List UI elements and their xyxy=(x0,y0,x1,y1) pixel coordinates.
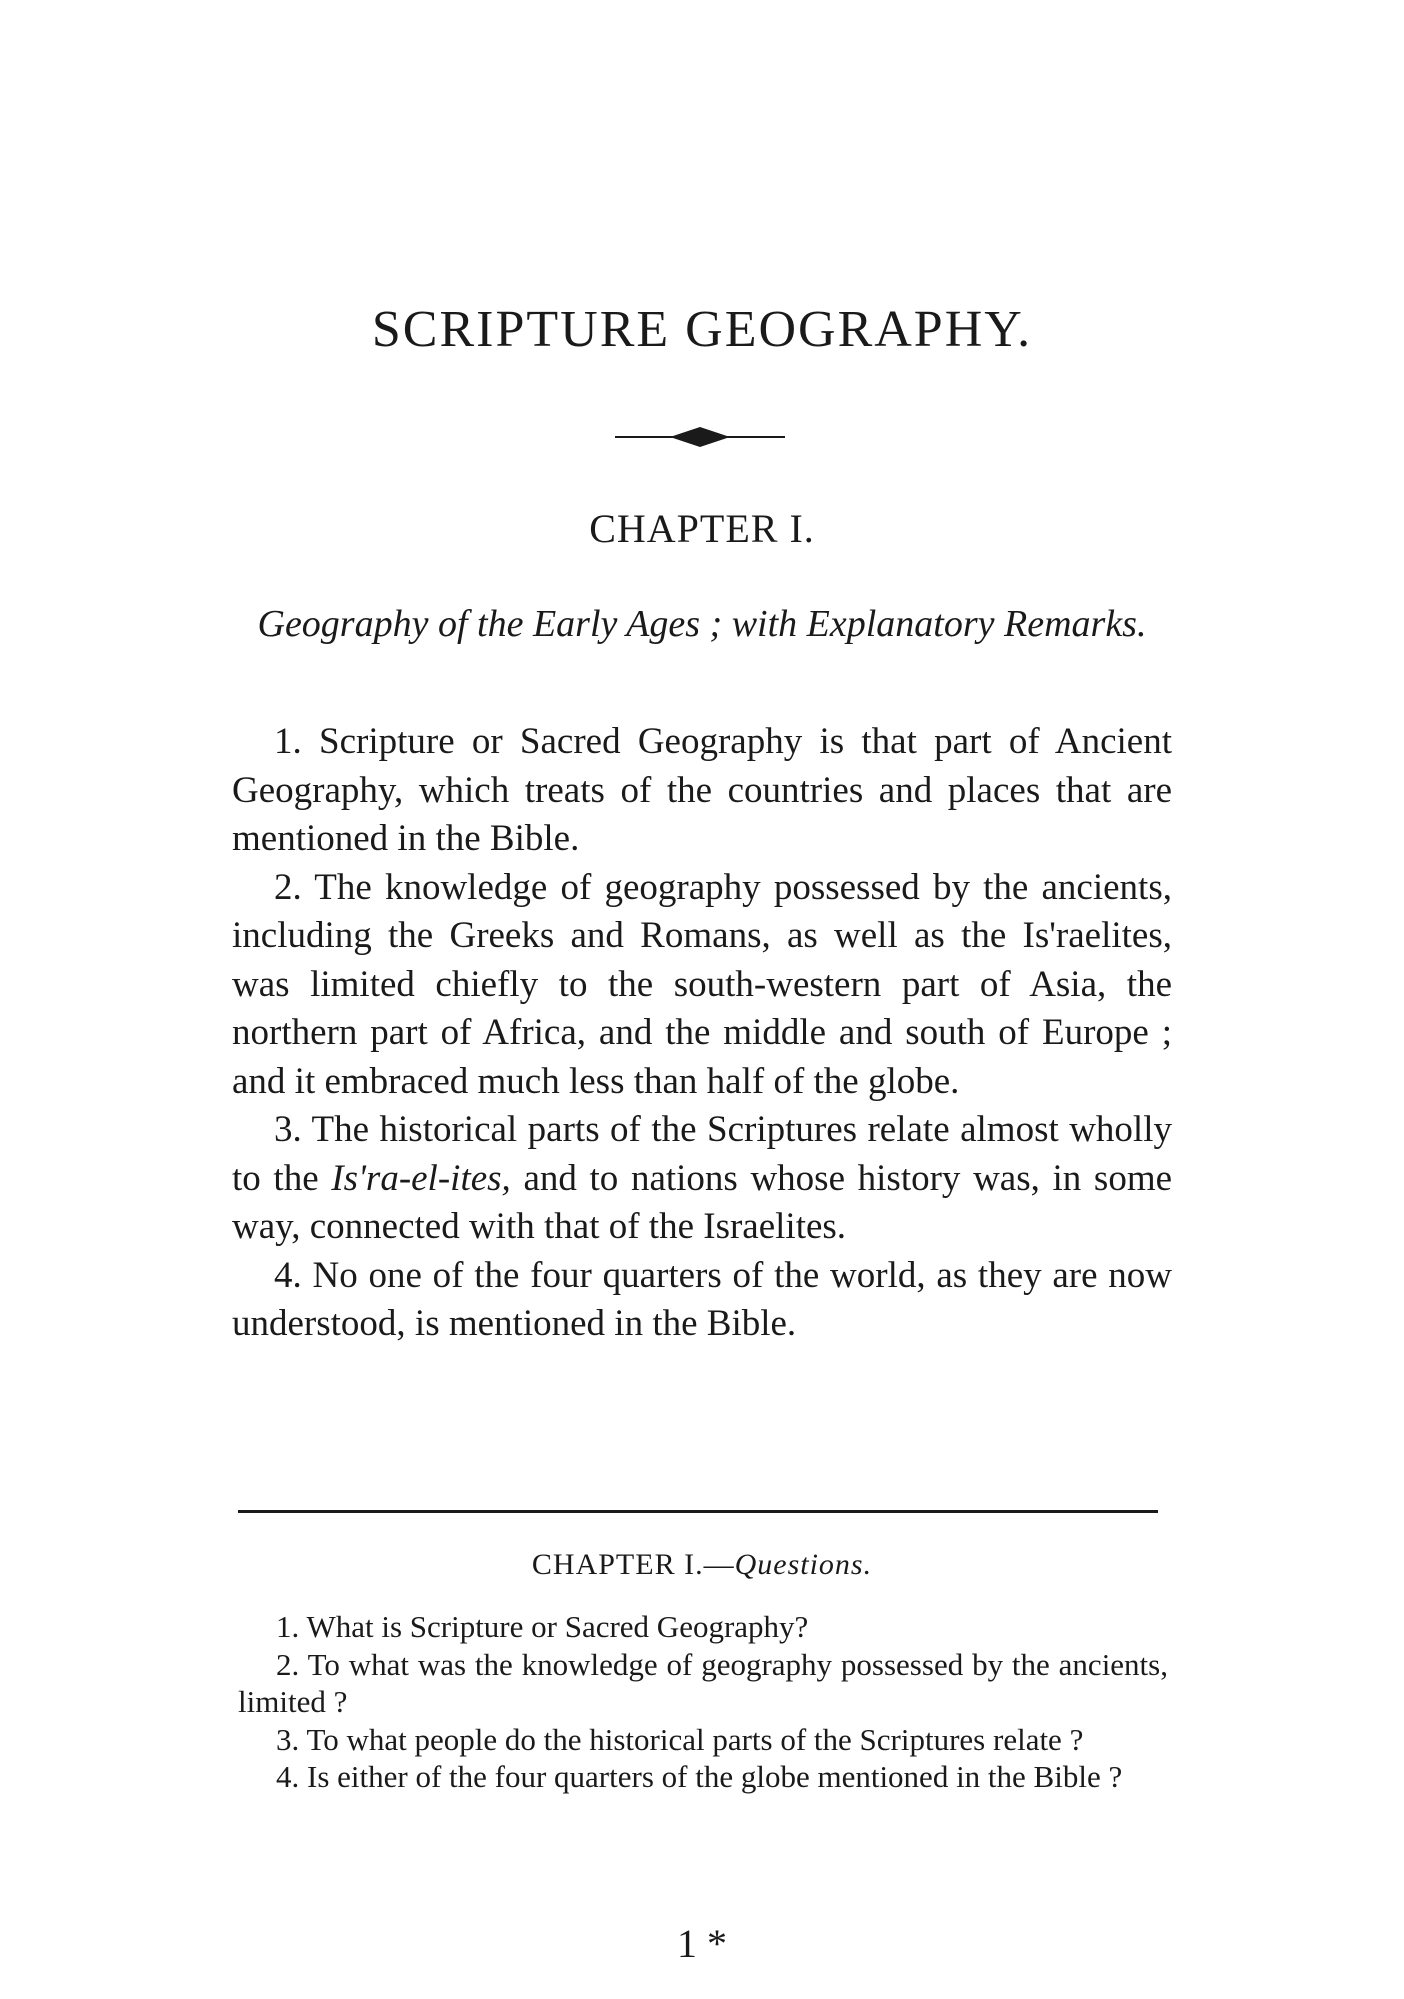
chapter-subtitle: Geography of the Early Ages ; with Explanatory Remarks. xyxy=(257,603,1147,645)
questions-list xyxy=(238,1608,1168,1796)
paragraph-text: and to nations whose history was, in some way, connected with that of the Israelites. xyxy=(232,1157,1173,1247)
ornament-divider-icon xyxy=(615,422,785,452)
book-title: SCRIPTURE GEOGRAPHY. xyxy=(371,301,1033,358)
paragraph-emphasis: Is'ra-el-ites, xyxy=(331,1157,511,1199)
question-number: 4. xyxy=(276,1759,300,1794)
question-text: What is Scripture or Sacred Geography? xyxy=(306,1609,809,1644)
question-number: 2. xyxy=(276,1646,300,1682)
question-text: To what people do the historical parts of the Scriptures relate ? xyxy=(306,1721,1084,1757)
question-item xyxy=(238,1758,1168,1796)
question-number: 1. xyxy=(276,1609,300,1644)
paragraph xyxy=(232,864,1172,1107)
paragraph xyxy=(232,1252,1172,1349)
question-text: Is either of the four quarters of the globe mentioned in the Bible ? xyxy=(307,1759,1123,1794)
question-item xyxy=(238,1608,1168,1646)
paragraph-number: 1. xyxy=(274,721,302,762)
paragraph-text: No one of the four quarters of the world, as they are now understood, is mentioned in the Bible. xyxy=(232,1254,1173,1344)
question-item xyxy=(238,1721,1168,1759)
questions-heading-sub: Questions. xyxy=(734,1548,873,1581)
chapter-heading: CHAPTER I. xyxy=(589,506,815,551)
paragraph-number: 2. xyxy=(274,866,302,908)
page-number: 1 * xyxy=(677,1921,727,1966)
question-number: 3. xyxy=(276,1721,300,1757)
question-text: To what was the knowledge of geography possessed by the ancients, limited ? xyxy=(238,1646,1168,1719)
chapter-body xyxy=(232,718,1172,1349)
paragraph xyxy=(232,1106,1172,1252)
paragraph-text: The knowledge of geography possessed by the ancients, including the Greeks and Romans, as well as the Is'raelites, was limited chiefly to the south-western part of Asia, the northern part of Africa, and the middle and south of Europe ; and it embraced much less than half of the globe. xyxy=(232,866,1172,1102)
paragraph-number: 3. xyxy=(274,1109,302,1150)
paragraph-text: Scripture or Sacred Geography is that part of Ancient Geography, which treats of the countries and places that are mentioned in the Bible. xyxy=(232,721,1173,859)
question-item xyxy=(238,1646,1168,1721)
paragraph-number: 4. xyxy=(274,1254,302,1296)
questions-heading-main: CHAPTER I.— xyxy=(531,1548,735,1581)
paragraph xyxy=(232,718,1172,864)
section-divider xyxy=(238,1510,1158,1513)
questions-heading xyxy=(0,1548,1404,1582)
paragraph-text: The historical parts of the Scriptures relate almost wholly to the xyxy=(232,1109,1172,1199)
